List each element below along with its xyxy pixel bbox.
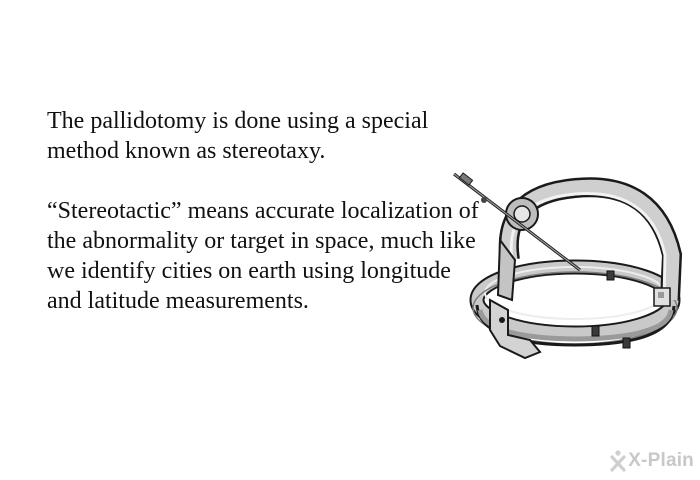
x-plain-figure-icon [610, 450, 626, 472]
x-plain-logo [610, 450, 694, 472]
stereotactic-frame-icon [440, 160, 690, 370]
stereotactic-frame-illustration [440, 160, 690, 370]
paragraph-stereotactic: “Stereotactic” means accurate localization of the abnormality or target in space, much like we identify cities on earth using longitude and latitude measurements. [47, 198, 479, 314]
content-text [47, 106, 487, 316]
paragraph-pallidotomy: The pallidotomy is done using a special method known as stereotaxy. [47, 108, 429, 164]
logo-text: X-Plain [628, 450, 694, 471]
